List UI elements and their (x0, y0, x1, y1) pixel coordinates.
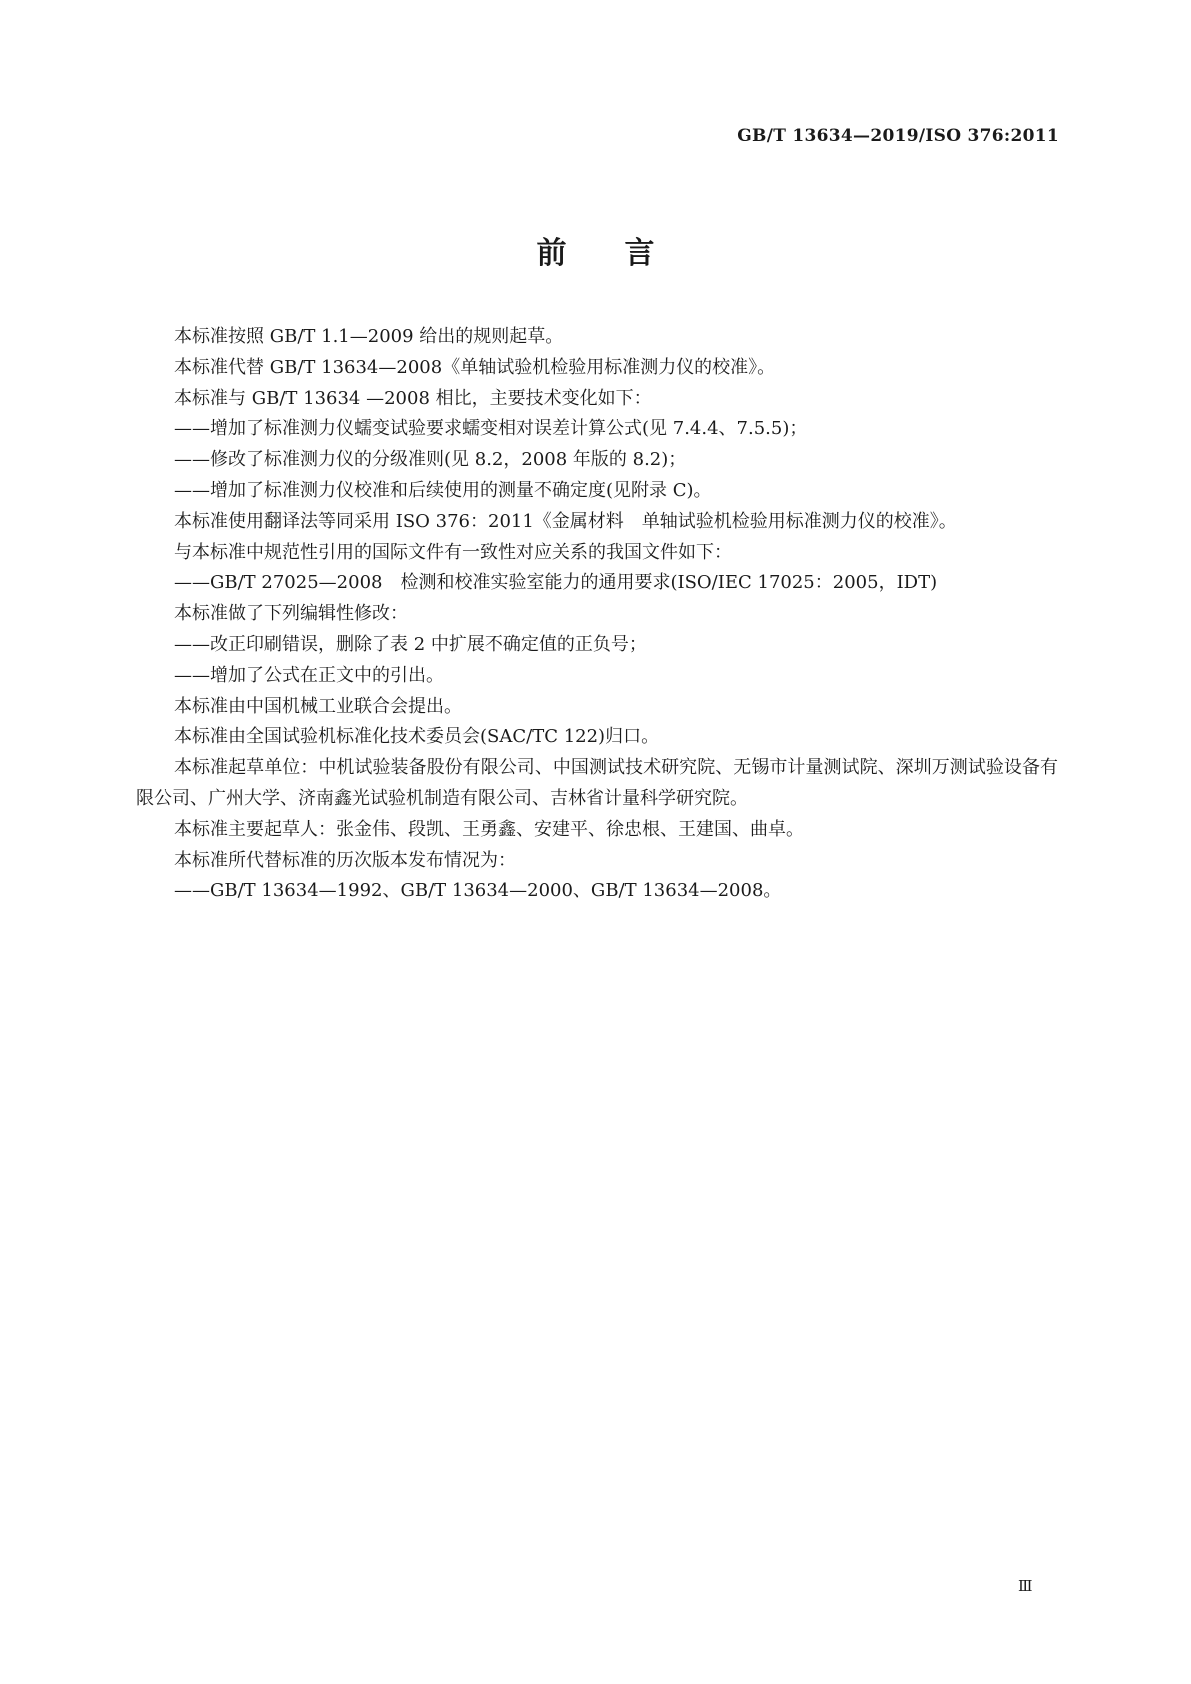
paragraph-editorial-intro: 本标准做了下列编辑性修改： (174, 603, 408, 625)
foreword-body (136, 322, 1058, 907)
list-item-change-2: ——修改了标准测力仪的分级准则(见 8.2，2008 年版的 8.2)； (174, 449, 687, 471)
paragraph-replaces: 本标准代替 GB/T 13634—2008《单轴试验机检验用标准测力仪的校准》。 (174, 356, 776, 378)
list-item-change-3: ——增加了标准测力仪校准和后续使用的测量不确定度(见附录 C)。 (174, 479, 712, 501)
paragraph-proposed-by: 本标准由中国机械工业联合会提出。 (174, 695, 462, 717)
paragraph-history-intro: 本标准所代替标准的历次版本发布情况为： (174, 849, 516, 871)
list-item-correspondence-1: ——GB/T 27025—2008 检测和校准实验室能力的通用要求(ISO/IEC 17025：2005，IDT) (174, 572, 938, 594)
paragraph-drafters: 本标准主要起草人：张金伟、段凯、王勇鑫、安建平、徐忠根、王建国、曲卓。 (174, 818, 804, 840)
list-item-history-1: ——GB/T 13634—1992、GB/T 13634—2000、GB/T 13634—2008。 (174, 880, 782, 902)
page-title: 前言 (536, 236, 713, 271)
standard-number: GB/T 13634—2019/ISO 376:2011 (737, 126, 1059, 146)
paragraph-drafting-units: 本标准起草单位：中机试验装备股份有限公司、中国测试技术研究院、无锡市计量测试院、深圳万测试验设备有限公司、广州大学、济南鑫光试验机制造有限公司、吉林省计量科学研究院。 (136, 757, 1058, 809)
paragraph-correspondence: 与本标准中规范性引用的国际文件有一致性对应关系的我国文件如下： (174, 541, 732, 563)
paragraph-under-jurisdiction: 本标准由全国试验机标准化技术委员会(SAC/TC 122)归口。 (174, 726, 660, 748)
paragraph-adoption: 本标准使用翻译法等同采用 ISO 376：2011《金属材料 单轴试验机检验用标准测力仪的校准》。 (174, 510, 957, 532)
page-number: Ⅲ (1018, 1577, 1033, 1595)
list-item-editorial-2: ——增加了公式在正文中的引出。 (174, 664, 444, 686)
paragraph-drafting-rules: 本标准按照 GB/T 1.1—2009 给出的规则起草。 (174, 326, 564, 347)
list-item-editorial-1: ——改正印刷错误，删除了表 2 中扩展不确定值的正负号； (174, 633, 647, 655)
list-item-change-1: ——增加了标准测力仪蠕变试验要求蠕变相对误差计算公式(见 7.4.4、7.5.5)； (174, 418, 808, 440)
paragraph-changes-intro: 本标准与 GB/T 13634 —2008 相比，主要技术变化如下： (174, 387, 652, 409)
